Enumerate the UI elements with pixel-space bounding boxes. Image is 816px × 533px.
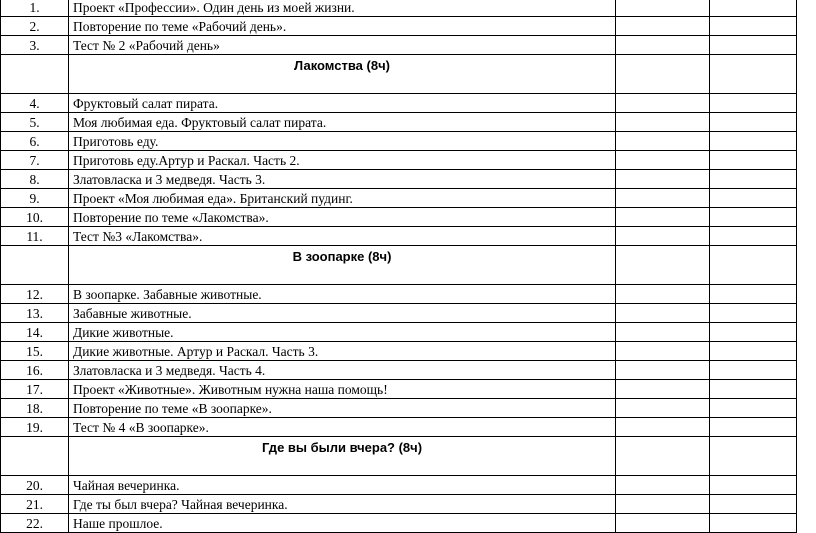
empty-cell [616, 285, 710, 304]
lesson-number: 2. [1, 17, 69, 36]
lesson-row [1, 17, 797, 36]
lesson-number: 7. [1, 151, 69, 170]
lesson-row [1, 113, 797, 132]
empty-cell [710, 514, 797, 533]
lesson-row [1, 418, 797, 437]
lesson-number: 8. [1, 170, 69, 189]
empty-cell [616, 113, 710, 132]
lesson-topic: Фруктовый салат пирата. [69, 94, 616, 113]
lesson-row [1, 514, 797, 533]
empty-cell [616, 189, 710, 208]
empty-cell [616, 304, 710, 323]
empty-cell [710, 246, 797, 285]
lesson-number: 17. [1, 380, 69, 399]
empty-cell [710, 437, 797, 476]
empty-cell [710, 227, 797, 246]
empty-cell [616, 380, 710, 399]
lesson-row [1, 342, 797, 361]
lesson-topic: В зоопарке. Забавные животные. [69, 285, 616, 304]
lesson-row [1, 189, 797, 208]
lesson-row [1, 380, 797, 399]
lesson-topic: Чайная вечеринка. [69, 476, 616, 495]
section-num-cell [1, 55, 69, 94]
lesson-topic: Проект «Профессии». Один день из моей жизни. [69, 0, 616, 17]
empty-cell [616, 0, 710, 17]
lesson-row [1, 476, 797, 495]
empty-cell [710, 285, 797, 304]
empty-cell [616, 55, 710, 94]
empty-cell [710, 94, 797, 113]
lesson-number: 6. [1, 132, 69, 151]
lesson-number: 22. [1, 514, 69, 533]
section-header-row [1, 55, 797, 94]
empty-cell [710, 0, 797, 17]
empty-cell [710, 380, 797, 399]
section-title: Где вы были вчера? (8ч) [69, 437, 616, 476]
lesson-plan-body [1, 0, 797, 533]
empty-cell [616, 361, 710, 380]
empty-cell [616, 36, 710, 55]
lesson-topic: Наше прошлое. [69, 514, 616, 533]
empty-cell [616, 17, 710, 36]
empty-cell [616, 132, 710, 151]
lesson-number: 3. [1, 36, 69, 55]
empty-cell [616, 151, 710, 170]
lesson-number: 5. [1, 113, 69, 132]
lesson-number: 11. [1, 227, 69, 246]
lesson-row [1, 170, 797, 189]
lesson-row [1, 132, 797, 151]
lesson-row [1, 304, 797, 323]
lesson-row [1, 94, 797, 113]
lesson-topic: Проект «Моя любимая еда». Британский пудинг. [69, 189, 616, 208]
empty-cell [710, 418, 797, 437]
empty-cell [710, 55, 797, 94]
empty-cell [710, 208, 797, 227]
empty-cell [616, 514, 710, 533]
empty-cell [710, 151, 797, 170]
lesson-topic: Повторение по теме «Лакомства». [69, 208, 616, 227]
lesson-number: 16. [1, 361, 69, 380]
lesson-number: 19. [1, 418, 69, 437]
section-title: В зоопарке (8ч) [69, 246, 616, 285]
lesson-topic: Дикие животные. [69, 323, 616, 342]
lesson-row [1, 151, 797, 170]
empty-cell [710, 113, 797, 132]
lesson-topic: Тест № 2 «Рабочий день» [69, 36, 616, 55]
lesson-number: 21. [1, 495, 69, 514]
lesson-number: 20. [1, 476, 69, 495]
lesson-topic: Тест № 4 «В зоопарке». [69, 418, 616, 437]
lesson-row [1, 323, 797, 342]
section-header-row [1, 246, 797, 285]
empty-cell [616, 227, 710, 246]
lesson-row [1, 285, 797, 304]
lesson-topic: Повторение по теме «Рабочий день». [69, 17, 616, 36]
empty-cell [616, 170, 710, 189]
lesson-row [1, 208, 797, 227]
empty-cell [710, 17, 797, 36]
lesson-topic: Приготовь еду.Артур и Раскал. Часть 2. [69, 151, 616, 170]
empty-cell [710, 132, 797, 151]
lesson-topic: Забавные животные. [69, 304, 616, 323]
empty-cell [616, 476, 710, 495]
empty-cell [710, 36, 797, 55]
section-title: Лакомства (8ч) [69, 55, 616, 94]
empty-cell [616, 208, 710, 227]
empty-cell [710, 361, 797, 380]
lesson-number: 4. [1, 94, 69, 113]
lesson-topic: Где ты был вчера? Чайная вечеринка. [69, 495, 616, 514]
lesson-topic: Приготовь еду. [69, 132, 616, 151]
empty-cell [616, 94, 710, 113]
empty-cell [616, 246, 710, 285]
lesson-row [1, 399, 797, 418]
lesson-number: 12. [1, 285, 69, 304]
lesson-number: 18. [1, 399, 69, 418]
empty-cell [710, 304, 797, 323]
lesson-number: 1. [1, 0, 69, 17]
empty-cell [616, 495, 710, 514]
empty-cell [710, 399, 797, 418]
empty-cell [710, 342, 797, 361]
lesson-topic: Повторение по теме «В зоопарке». [69, 399, 616, 418]
empty-cell [710, 476, 797, 495]
lesson-number: 14. [1, 323, 69, 342]
empty-cell [616, 399, 710, 418]
section-num-cell [1, 246, 69, 285]
lesson-row [1, 36, 797, 55]
lesson-number: 13. [1, 304, 69, 323]
empty-cell [710, 189, 797, 208]
lesson-row [1, 227, 797, 246]
empty-cell [616, 342, 710, 361]
lesson-topic: Проект «Животные». Животным нужна наша помощь! [69, 380, 616, 399]
empty-cell [616, 323, 710, 342]
empty-cell [710, 323, 797, 342]
lesson-topic: Златовласка и 3 медведя. Часть 3. [69, 170, 616, 189]
section-num-cell [1, 437, 69, 476]
lesson-topic: Моя любимая еда. Фруктовый салат пирата. [69, 113, 616, 132]
lesson-number: 9. [1, 189, 69, 208]
lesson-row [1, 361, 797, 380]
lesson-topic: Дикие животные. Артур и Раскал. Часть 3. [69, 342, 616, 361]
section-header-row [1, 437, 797, 476]
lesson-row [1, 0, 797, 17]
lesson-topic: Златовласка и 3 медведя. Часть 4. [69, 361, 616, 380]
empty-cell [710, 170, 797, 189]
lesson-number: 10. [1, 208, 69, 227]
empty-cell [616, 437, 710, 476]
empty-cell [710, 495, 797, 514]
lesson-topic: Тест №3 «Лакомства». [69, 227, 616, 246]
empty-cell [616, 418, 710, 437]
lesson-row [1, 495, 797, 514]
lesson-number: 15. [1, 342, 69, 361]
